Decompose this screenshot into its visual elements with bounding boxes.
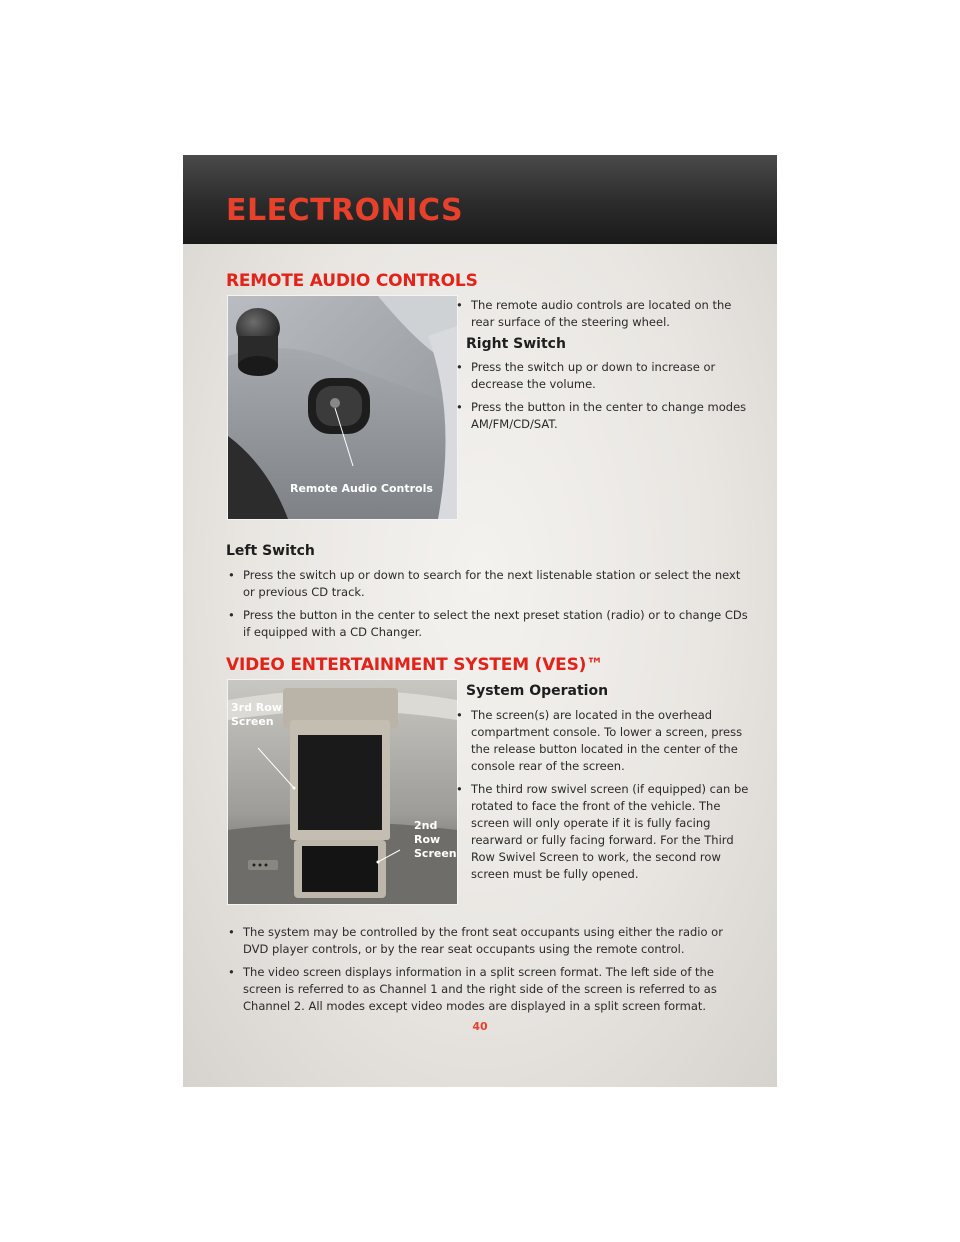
remote-audio-intro-list [454,297,749,337]
list-item: • Press the switch up or down to increase or decrease the volume. [454,359,749,393]
second-row-screen-callout: 2nd Row Screen [414,819,457,860]
left-switch-list [226,567,748,647]
ves-bottom-list [226,924,748,1021]
system-operation-title: System Operation [466,683,609,699]
left-switch-title: Left Switch [226,543,315,559]
remote-audio-callout: Remote Audio Controls [290,482,433,495]
right-switch-list [454,359,749,439]
list-item: • Press the switch up or down to search for the next listenable station or select the next or previous CD track. [226,567,748,601]
section-title: ELECTRONICS [226,193,464,228]
third-row-screen-callout: 3rd Row Screen [231,701,282,728]
list-item: • The third row swivel screen (if equipped) can be rotated to face the front of the vehicle. The screen will only operate if it is fully facing rearward or fully facing forward. For the Third Row Swivel Screen to work, the second row screen must be fully opened. [454,781,749,883]
list-item: • The remote audio controls are located on the rear surface of the steering wheel. [454,297,749,331]
list-item: • The screen(s) are located in the overhead compartment console. To lower a screen, press the release button located in the center of the console rear of the screen. [454,707,749,775]
manual-page [183,155,777,1087]
list-item: • Press the button in the center to select the next preset station (radio) or to change CDs if equipped with a CD Changer. [226,607,748,641]
right-switch-title: Right Switch [466,336,566,352]
list-item: • The video screen displays information in a split screen format. The left side of the screen is referred to as Channel 1 and the right side of the screen is referred to as Channel 2. All modes except video modes are displayed in a split screen format. [226,964,748,1015]
page-number: 40 [472,1020,488,1033]
ves-title: VIDEO ENTERTAINMENT SYSTEM (VES)™ [226,655,604,675]
list-item: • The system may be controlled by the front seat occupants using either the radio or DVD player controls, or by the rear seat occupants using the remote control. [226,924,748,958]
list-item: • Press the button in the center to change modes AM/FM/CD/SAT. [454,399,749,433]
section-header [183,155,777,244]
remote-audio-title: REMOTE AUDIO CONTROLS [226,271,478,291]
system-operation-list [454,707,749,889]
